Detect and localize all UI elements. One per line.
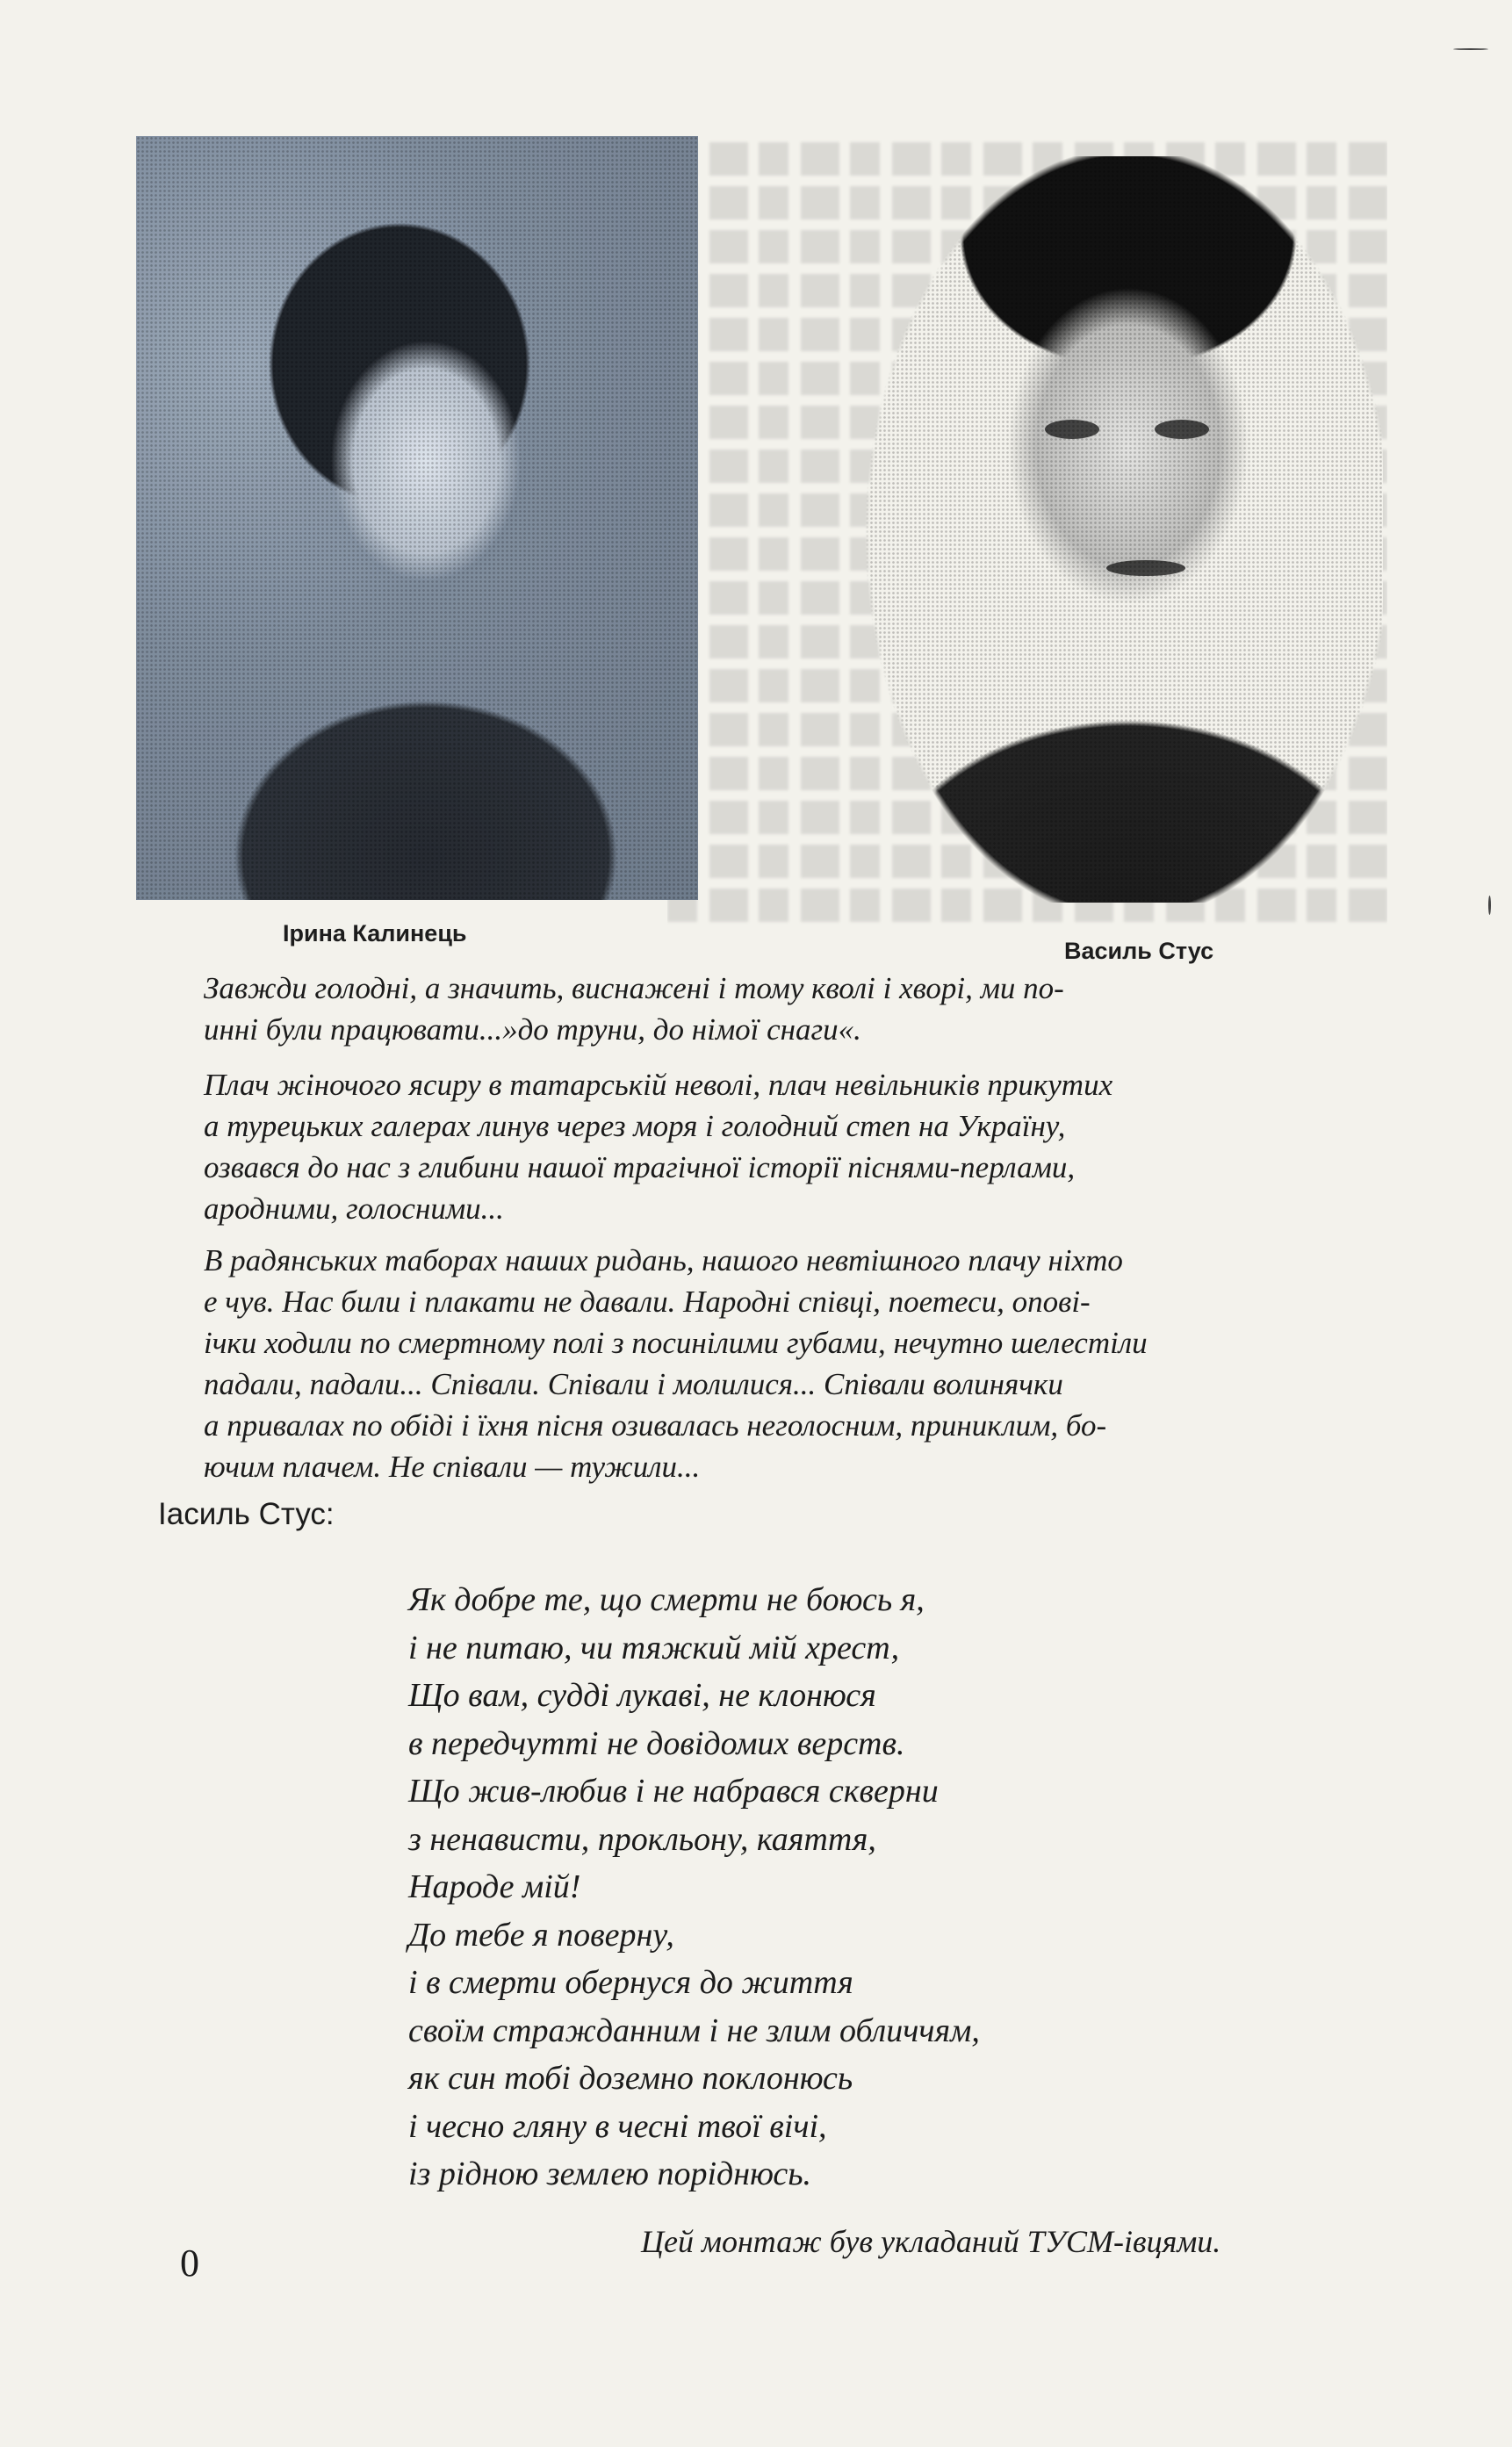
paragraph-3 bbox=[204, 1240, 1393, 1487]
paragraph-line: Завжди голодні, а значить, виснажені і тому кволі і хворі, ми по- bbox=[204, 971, 1064, 1005]
paragraph-line: ічки ходили по смертному полі з посинілими губами, нечутно шелестіли bbox=[204, 1326, 1148, 1360]
poem-line: Як добре те, що смерти не боюсь я, bbox=[408, 1581, 925, 1618]
paragraph-1 bbox=[204, 968, 1393, 1050]
paragraph-line: В радянських таборах наших ридань, нашого невтішного плачу ніхто bbox=[204, 1243, 1123, 1277]
poem-line: із рідною землею поріднюсь. bbox=[408, 2156, 812, 2192]
poem-line: як син тобі доземно поклонюсь bbox=[408, 2060, 853, 2097]
portrait-photo-iryna-kalynets bbox=[136, 136, 698, 900]
paper-speck bbox=[1488, 896, 1491, 915]
paragraph-line: озвався до нас з глибини нашої трагічної історії піснями-перлами, bbox=[204, 1150, 1076, 1184]
poem-line: своїм стражданним і не злим обличчям, bbox=[408, 2012, 980, 2049]
paragraph-line: ючим плачем. Не співали — тужили... bbox=[204, 1450, 701, 1484]
poem-line: До тебе я поверну, bbox=[408, 1916, 674, 1954]
paragraph-2 bbox=[204, 1064, 1393, 1229]
paragraph-line: а турецьких галерах линув через моря і голодний степ на Україну, bbox=[204, 1109, 1066, 1143]
poem-line: Народе мій! bbox=[408, 1868, 581, 1905]
paragraph-line: ародними, голосними... bbox=[204, 1191, 504, 1226]
footer-note: Цей монтаж був укладаний ТУСМ-івцями. bbox=[641, 2224, 1221, 2259]
poem-line: з ненависти, прокльону, каяття, bbox=[408, 1820, 876, 1858]
paragraph-line: а привалах по обіді і їхня пісня озивалась неголосним, приниклим, бо- bbox=[204, 1408, 1107, 1443]
poem-line: і в смерти обернуся до життя bbox=[408, 1964, 853, 2001]
portrait-photo-vasyl-stus bbox=[865, 156, 1383, 903]
poem-line: в передчутті не довідомих верств. bbox=[408, 1724, 905, 1762]
paragraph-line: е чув. Нас били і плакати не давали. Народні співці, поетеси, опові- bbox=[204, 1285, 1091, 1319]
photo-caption-right: Василь Стус bbox=[1064, 938, 1214, 964]
poem-line: і не питаю, чи тяжкий мій хрест, bbox=[408, 1629, 900, 1666]
page-number: 0 bbox=[180, 2242, 199, 2285]
paragraph-line: инні були працювати...»до труни, до німої снаги«. bbox=[204, 1012, 861, 1047]
photo-caption-left: Ірина Калинець bbox=[283, 920, 467, 946]
paragraph-line: падали, падали... Співали. Співали і молилися... Співали волинячки bbox=[204, 1367, 1063, 1401]
paragraph-line: Плач жіночого ясиру в татарській неволі, плач невільників прикутих bbox=[204, 1068, 1113, 1102]
paper-speck bbox=[1453, 48, 1488, 50]
poem-intro: Ӏасиль Стус: bbox=[158, 1497, 335, 1531]
poem-line: Що вам, судді лукаві, не клонюся bbox=[408, 1677, 876, 1714]
poem bbox=[408, 1576, 980, 2199]
poem-line: і чесно гляну в чесні твої вічі, bbox=[408, 2107, 827, 2145]
poem-line: Що жив-любив і не набрався скверни bbox=[408, 1773, 939, 1810]
